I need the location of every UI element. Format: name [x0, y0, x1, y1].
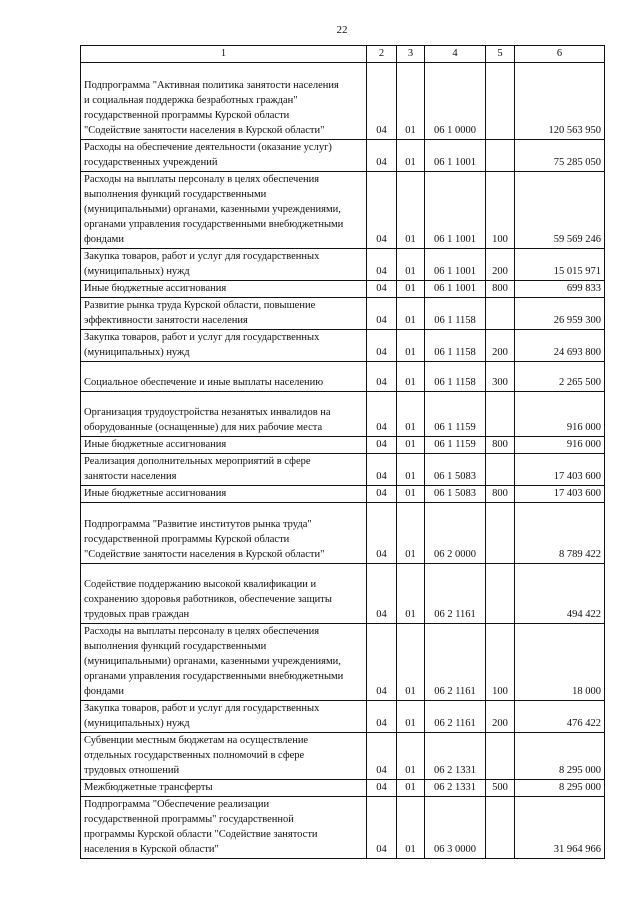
amount-cell: 31 964 966 — [515, 797, 605, 859]
amount-cell: 17 403 600 — [515, 486, 605, 503]
item-name-cell: Иные бюджетные ассигнования — [81, 437, 367, 454]
item-name-cell: Развитие рынка труда Курской области, повышение эффективности занятости населения — [81, 298, 367, 330]
table-row — [81, 249, 605, 281]
amount-cell: 8 295 000 — [515, 733, 605, 780]
amount-cell: 26 959 300 — [515, 298, 605, 330]
subsection-code-cell: 01 — [397, 564, 425, 624]
table-row — [81, 330, 605, 362]
item-name-cell: Расходы на выплаты персоналу в целях обеспечения выполнения функций государственными (муниципальными) органами, казенными учреждениями, органами управления государственными внебюджетными фондами — [81, 624, 367, 701]
expense-type-cell — [486, 503, 515, 564]
amount-cell: 75 285 050 — [515, 140, 605, 172]
expense-type-cell — [486, 454, 515, 486]
column-header-3: 3 — [397, 46, 425, 63]
section-code-cell: 04 — [367, 797, 397, 859]
table-row — [81, 437, 605, 454]
section-code-cell: 04 — [367, 564, 397, 624]
target-article-cell: 06 2 0000 — [425, 503, 486, 564]
item-name-cell: Межбюджетные трансферты — [81, 780, 367, 797]
item-name-cell: Подпрограмма "Развитие институтов рынка труда" государственной программы Курской области "Содействие занятости населения в Курской области" — [81, 503, 367, 564]
amount-cell: 2 265 500 — [515, 362, 605, 392]
table-row — [81, 392, 605, 437]
table-body — [81, 63, 605, 859]
section-code-cell: 04 — [367, 780, 397, 797]
section-code-cell: 04 — [367, 63, 397, 140]
amount-cell: 17 403 600 — [515, 454, 605, 486]
section-code-cell: 04 — [367, 140, 397, 172]
amount-cell: 15 015 971 — [515, 249, 605, 281]
target-article-cell: 06 1 1159 — [425, 392, 486, 437]
section-code-cell: 04 — [367, 172, 397, 249]
section-code-cell: 04 — [367, 362, 397, 392]
section-code-cell: 04 — [367, 249, 397, 281]
expense-type-cell: 100 — [486, 172, 515, 249]
table-row — [81, 503, 605, 564]
section-code-cell: 04 — [367, 437, 397, 454]
column-header-2: 2 — [367, 46, 397, 63]
target-article-cell: 06 1 1001 — [425, 281, 486, 298]
expense-type-cell: 300 — [486, 362, 515, 392]
expense-type-cell — [486, 564, 515, 624]
expense-type-cell: 100 — [486, 624, 515, 701]
expense-type-cell: 800 — [486, 437, 515, 454]
section-code-cell: 04 — [367, 298, 397, 330]
section-code-cell: 04 — [367, 733, 397, 780]
subsection-code-cell: 01 — [397, 624, 425, 701]
expense-type-cell — [486, 63, 515, 140]
subsection-code-cell: 01 — [397, 437, 425, 454]
table-row — [81, 172, 605, 249]
target-article-cell: 06 1 1158 — [425, 330, 486, 362]
section-code-cell: 04 — [367, 392, 397, 437]
section-code-cell: 04 — [367, 701, 397, 733]
subsection-code-cell: 01 — [397, 701, 425, 733]
table-header-row — [81, 46, 605, 63]
section-code-cell: 04 — [367, 486, 397, 503]
target-article-cell: 06 1 5083 — [425, 454, 486, 486]
amount-cell: 916 000 — [515, 437, 605, 454]
amount-cell: 699 833 — [515, 281, 605, 298]
amount-cell: 476 422 — [515, 701, 605, 733]
table-row — [81, 797, 605, 859]
target-article-cell: 06 1 1158 — [425, 298, 486, 330]
expense-type-cell — [486, 733, 515, 780]
subsection-code-cell: 01 — [397, 281, 425, 298]
amount-cell: 59 569 246 — [515, 172, 605, 249]
table-row — [81, 701, 605, 733]
column-header-6: 6 — [515, 46, 605, 63]
expense-type-cell: 200 — [486, 701, 515, 733]
subsection-code-cell: 01 — [397, 249, 425, 281]
target-article-cell: 06 1 1001 — [425, 140, 486, 172]
target-article-cell: 06 1 5083 — [425, 486, 486, 503]
target-article-cell: 06 1 1159 — [425, 437, 486, 454]
item-name-cell: Расходы на обеспечение деятельности (оказание услуг) государственных учреждений — [81, 140, 367, 172]
table-row — [81, 298, 605, 330]
target-article-cell: 06 2 1331 — [425, 780, 486, 797]
item-name-cell: Иные бюджетные ассигнования — [81, 486, 367, 503]
expense-type-cell — [486, 140, 515, 172]
amount-cell: 8 789 422 — [515, 503, 605, 564]
amount-cell: 8 295 000 — [515, 780, 605, 797]
target-article-cell: 06 2 1161 — [425, 564, 486, 624]
amount-cell: 120 563 950 — [515, 63, 605, 140]
item-name-cell: Расходы на выплаты персоналу в целях обеспечения выполнения функций государственными (муниципальными) органами, казенными учреждениями, органами управления государственными внебюджетными фондами — [81, 172, 367, 249]
table-row — [81, 624, 605, 701]
item-name-cell: Закупка товаров, работ и услуг для государственных (муниципальных) нужд — [81, 330, 367, 362]
subsection-code-cell: 01 — [397, 797, 425, 859]
subsection-code-cell: 01 — [397, 330, 425, 362]
item-name-cell: Содействие поддержанию высокой квалификации и сохранению здоровья работников, обеспечение защиты трудовых прав граждан — [81, 564, 367, 624]
expense-type-cell: 200 — [486, 249, 515, 281]
subsection-code-cell: 01 — [397, 503, 425, 564]
budget-table — [80, 45, 605, 859]
expense-type-cell — [486, 797, 515, 859]
target-article-cell: 06 1 0000 — [425, 63, 486, 140]
table-row — [81, 63, 605, 140]
section-code-cell: 04 — [367, 454, 397, 486]
table-row — [81, 281, 605, 298]
amount-cell: 18 000 — [515, 624, 605, 701]
item-name-cell: Социальное обеспечение и иные выплаты населению — [81, 362, 367, 392]
subsection-code-cell: 01 — [397, 733, 425, 780]
item-name-cell: Иные бюджетные ассигнования — [81, 281, 367, 298]
section-code-cell: 04 — [367, 624, 397, 701]
page-number: 22 — [336, 24, 348, 36]
target-article-cell: 06 2 1161 — [425, 624, 486, 701]
item-name-cell: Субвенции местным бюджетам на осуществление отдельных государственных полномочий в сфере трудовых отношений — [81, 733, 367, 780]
item-name-cell: Реализация дополнительных мероприятий в сфере занятости населения — [81, 454, 367, 486]
subsection-code-cell: 01 — [397, 298, 425, 330]
table-row — [81, 733, 605, 780]
target-article-cell: 06 1 1001 — [425, 172, 486, 249]
subsection-code-cell: 01 — [397, 140, 425, 172]
item-name-cell: Подпрограмма "Обеспечение реализации государственной программы" государственной программы Курской области "Содействие занятости населения в Курской области" — [81, 797, 367, 859]
subsection-code-cell: 01 — [397, 454, 425, 486]
column-header-1: 1 — [81, 46, 367, 63]
target-article-cell: 06 1 1158 — [425, 362, 486, 392]
amount-cell: 24 693 800 — [515, 330, 605, 362]
subsection-code-cell: 01 — [397, 486, 425, 503]
item-name-cell: Подпрограмма "Активная политика занятости населения и социальная поддержка безработных граждан" государственной программы Курской области "Содействие занятости населения в Курской области" — [81, 63, 367, 140]
subsection-code-cell: 01 — [397, 63, 425, 140]
column-header-5: 5 — [486, 46, 515, 63]
table-row — [81, 362, 605, 392]
table-row — [81, 140, 605, 172]
target-article-cell: 06 2 1331 — [425, 733, 486, 780]
amount-cell: 916 000 — [515, 392, 605, 437]
expense-type-cell: 800 — [486, 281, 515, 298]
section-code-cell: 04 — [367, 503, 397, 564]
table-row — [81, 486, 605, 503]
expense-type-cell — [486, 392, 515, 437]
subsection-code-cell: 01 — [397, 362, 425, 392]
expense-type-cell: 200 — [486, 330, 515, 362]
table-row — [81, 780, 605, 797]
item-name-cell: Закупка товаров, работ и услуг для государственных (муниципальных) нужд — [81, 701, 367, 733]
target-article-cell: 06 3 0000 — [425, 797, 486, 859]
target-article-cell: 06 1 1001 — [425, 249, 486, 281]
subsection-code-cell: 01 — [397, 780, 425, 797]
table-row — [81, 454, 605, 486]
section-code-cell: 04 — [367, 330, 397, 362]
subsection-code-cell: 01 — [397, 172, 425, 249]
column-header-4: 4 — [425, 46, 486, 63]
amount-cell: 494 422 — [515, 564, 605, 624]
subsection-code-cell: 01 — [397, 392, 425, 437]
item-name-cell: Закупка товаров, работ и услуг для государственных (муниципальных) нужд — [81, 249, 367, 281]
section-code-cell: 04 — [367, 281, 397, 298]
target-article-cell: 06 2 1161 — [425, 701, 486, 733]
item-name-cell: Организация трудоустройства незанятых инвалидов на оборудованные (оснащенные) для них рабочие места — [81, 392, 367, 437]
table-row — [81, 564, 605, 624]
expense-type-cell: 800 — [486, 486, 515, 503]
expense-type-cell: 500 — [486, 780, 515, 797]
expense-type-cell — [486, 298, 515, 330]
